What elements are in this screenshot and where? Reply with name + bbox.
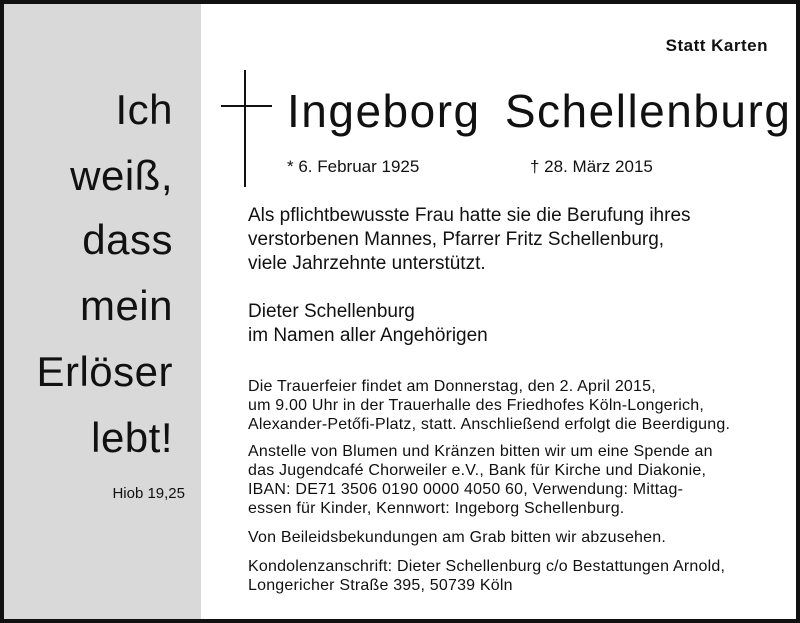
verse-line: Erlöser — [36, 348, 173, 395]
text-line: Als pflichtbewusste Frau hatte sie die Berufung ihres — [248, 205, 691, 226]
funeral-details — [248, 377, 730, 434]
verse-line: Ich — [115, 86, 173, 133]
verse-line: mein — [79, 282, 173, 329]
text-line: Von Beileidsbekundungen am Grab bitten wir abzusehen. — [248, 529, 666, 546]
tribute-text — [248, 204, 691, 276]
donation-request — [248, 442, 713, 518]
condolence-note — [248, 528, 666, 547]
text-line: Dieter Schellenburg — [248, 301, 415, 322]
text-line: Anstelle von Blumen und Kränzen bitten wir um eine Spende an — [248, 443, 713, 460]
deceased-name: Ingeborg Schellenburg — [287, 85, 792, 137]
text-line: essen für Kinder, Kennwort: Ingeborg Schellenburg. — [248, 500, 625, 517]
verse-line: lebt! — [91, 414, 173, 461]
text-line: Alexander-Petőfi-Platz, statt. Anschließend erfolgt die Beerdigung. — [248, 416, 731, 433]
text-line: im Namen aller Angehörigen — [248, 325, 488, 346]
condolence-address — [248, 557, 725, 595]
statt-karten-label: Statt Karten — [665, 36, 768, 55]
text-line: viele Jahrzehnte unterstützt. — [248, 253, 486, 274]
verse-line: dass — [82, 216, 173, 263]
verse-line: weiß, — [70, 152, 173, 199]
text-line: Longericher Straße 395, 50739 Köln — [248, 577, 513, 594]
death-date: † 28. März 2015 — [530, 157, 653, 176]
text-line: um 9.00 Uhr in der Trauerhalle des Friedhofes Köln-Longerich, — [248, 397, 704, 414]
text-line: Kondolenzanschrift: Dieter Schellenburg c/o Bestattungen Arnold, — [248, 558, 726, 575]
text-line: IBAN: DE71 3506 0190 0000 4050 60, Verwendung: Mittag- — [248, 481, 684, 498]
text-line: Die Trauerfeier findet am Donnerstag, den 2. April 2015, — [248, 378, 656, 395]
verse-panel — [4, 4, 201, 619]
text-line: verstorbenen Mannes, Pfarrer Fritz Schellenburg, — [248, 229, 665, 250]
text-line: das Jugendcafé Chorweiler e.V., Bank für Kirche und Diakonie, — [248, 462, 707, 479]
signature-block — [248, 300, 488, 348]
verse-reference: Hiob 19,25 — [112, 485, 185, 502]
birth-date: * 6. Februar 1925 — [287, 157, 420, 176]
